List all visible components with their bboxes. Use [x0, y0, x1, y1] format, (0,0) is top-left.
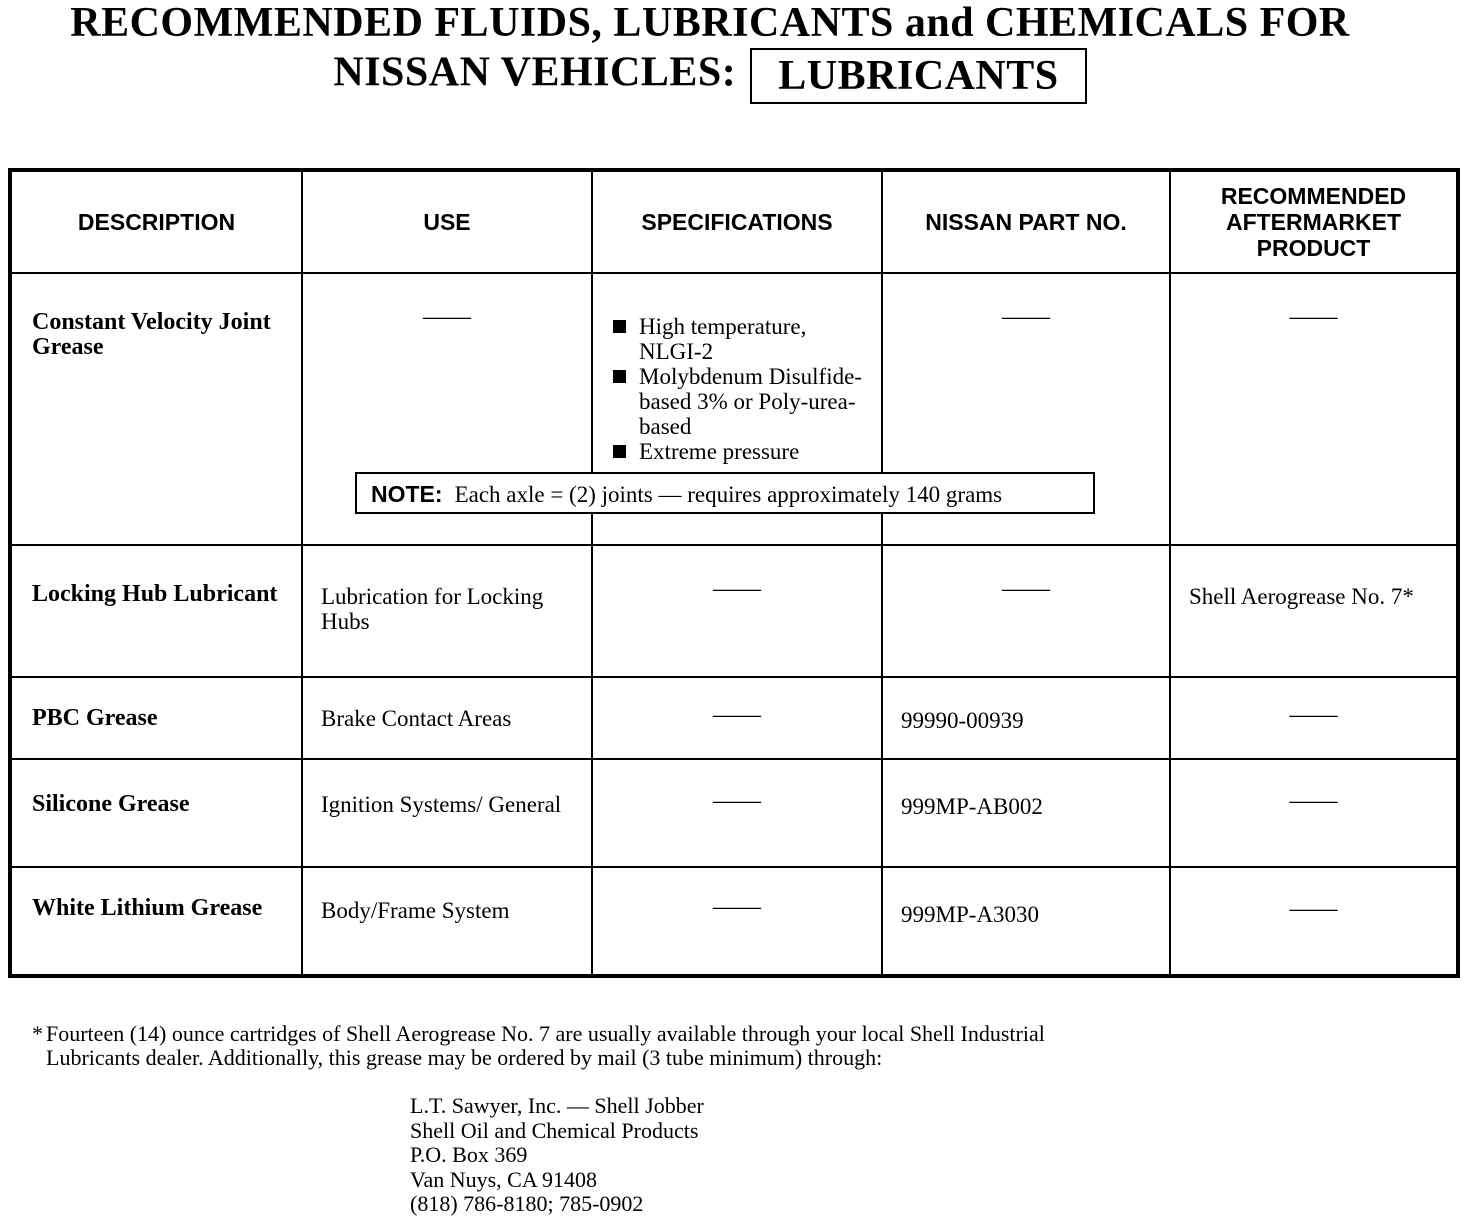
row-description: Constant Velocity Joint Grease	[10, 273, 302, 545]
row-use: Lubrication for Locking Hubs	[302, 545, 592, 677]
address-line: Van Nuys, CA 91408	[410, 1166, 598, 1192]
header-aftermarket: RECOMMENDED AFTERMARKET PRODUCT	[1170, 170, 1458, 273]
spec-item: High temperature, NLGI-2	[613, 314, 873, 364]
note-label: NOTE:	[371, 481, 443, 507]
spec-item: Molybdenum Disulfide-based 3% or Poly-urea-based	[613, 364, 873, 439]
row-specifications: ——	[592, 759, 882, 867]
row-use: Body/Frame System	[302, 867, 592, 976]
row-description: PBC Grease	[10, 677, 302, 759]
spec-item: Extreme pressure	[613, 439, 873, 464]
row-description: Silicone Grease	[10, 759, 302, 867]
mail-order-address	[410, 1094, 704, 1217]
row-part-no: 999MP-AB002	[882, 759, 1170, 867]
row-part-no: ——	[882, 273, 1170, 545]
lubricants-table	[8, 168, 1460, 978]
row-aftermarket: Shell Aerogrease No. 7*	[1170, 545, 1458, 677]
table-row	[10, 677, 1458, 759]
row-aftermarket: ——	[1170, 273, 1458, 545]
row-description: Locking Hub Lubricant	[10, 545, 302, 677]
address-line: (818) 786-8180; 785-0902	[410, 1191, 644, 1216]
title-line-1: RECOMMENDED FLUIDS, LUBRICANTS and CHEMICALS FOR	[70, 0, 1350, 46]
table-row	[10, 759, 1458, 867]
table-row	[10, 545, 1458, 677]
row-aftermarket: ——	[1170, 759, 1458, 867]
row-use: Ignition Systems/ General	[302, 759, 592, 867]
footnote-text: Fourteen (14) ounce cartridges of Shell Aerogrease No. 7 are usually available through your local Shell Industrial Lubricants dealer. Additionally, this grease may be ordered by mail (3 tube minimum) through:	[46, 1021, 1045, 1070]
row-part-no: 999MP-A3030	[882, 867, 1170, 976]
address-line: Shell Oil and Chemical Products	[410, 1117, 699, 1143]
header-specifications: SPECIFICATIONS	[592, 170, 882, 273]
square-bullet-icon	[613, 320, 626, 333]
row-aftermarket: ——	[1170, 677, 1458, 759]
table-row	[10, 867, 1458, 976]
row-description: White Lithium Grease	[10, 867, 302, 976]
title-boxed-category: LUBRICANTS	[750, 48, 1086, 104]
page-title	[0, 0, 1420, 104]
header-use: USE	[302, 170, 592, 273]
address-line: P.O. Box 369	[410, 1142, 528, 1167]
row-part-no: ——	[882, 545, 1170, 677]
row-specifications: ——	[592, 677, 882, 759]
title-line-2	[333, 48, 1086, 104]
note-box	[355, 472, 1095, 514]
address-line: L.T. Sawyer, Inc. — Shell Jobber	[410, 1093, 704, 1118]
row-use: Brake Contact Areas	[302, 677, 592, 759]
title-line-2-text: NISSAN VEHICLES:	[333, 49, 737, 96]
square-bullet-icon	[613, 370, 626, 383]
row-specifications: ——	[592, 545, 882, 677]
row-aftermarket: ——	[1170, 867, 1458, 976]
note-text: Each axle = (2) joints — requires approximately 140 grams	[454, 482, 1003, 507]
footnote	[32, 1022, 1132, 1070]
footnote-marker: *	[32, 1021, 43, 1046]
square-bullet-icon	[613, 445, 626, 458]
row-part-no: 99990-00939	[882, 677, 1170, 759]
header-row	[10, 170, 1458, 273]
header-part-no: NISSAN PART NO.	[882, 170, 1170, 273]
row-use: ——	[302, 273, 592, 545]
row-specifications: ——	[592, 867, 882, 976]
spec-list	[593, 274, 881, 464]
header-description: DESCRIPTION	[10, 170, 302, 273]
